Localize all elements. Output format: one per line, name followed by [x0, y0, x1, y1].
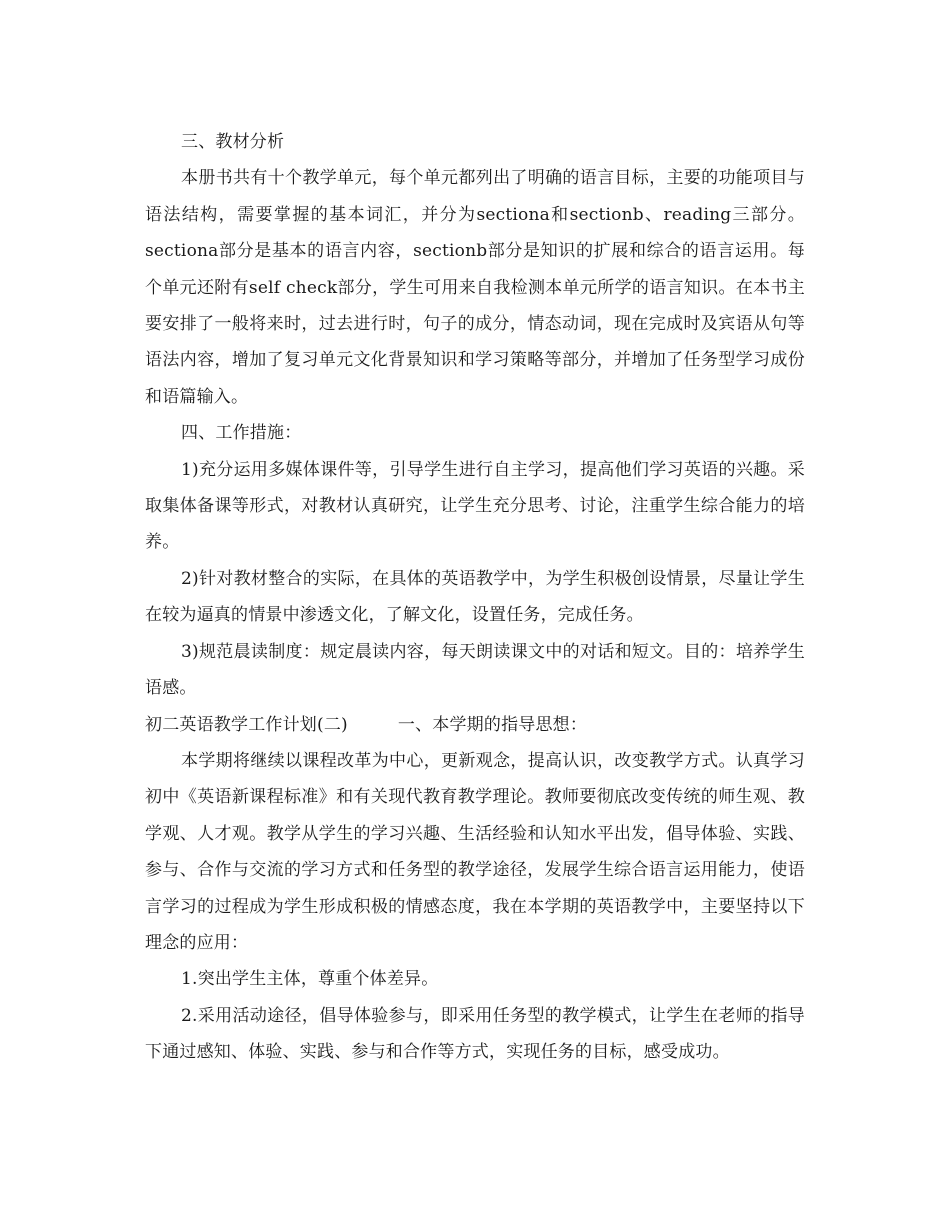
paragraph-measure-2: 2)针对教材整合的实际，在具体的英语教学中，为学生积极创设情景，尽量让学生在较为逼真的情景中渗透文化，了解文化，设置任务，完成任务。 [145, 568, 805, 626]
paragraph-principle-2: 2.采用活动途径，倡导体验参与，即采用任务型的教学模式，让学生在老师的指导下通过感知、体验、实践、参与和合作等方式，实现任务的目标，感受成功。 [145, 1005, 805, 1063]
paragraph-textbook-analysis: 本册书共有十个教学单元，每个单元都列出了明确的语言目标，主要的功能项目与语法结构，需要掌握的基本词汇，并分为sectiona和sectionb、reading三部分。sectiona部分是基本的语言内容，sectionb部分是知识的扩展和综合的语言运用。每个单元还附有self check部分，学生可用来自我检测本单元所学的语言知识。在本书主要安排了一般将来时，过去进行时，句子的成分，情态动词，现在完成时及宾语从句等语法内容，增加了复习单元文化背景知识和学习策略等部分，并增加了任务型学习成份和语篇输入。 [145, 168, 805, 407]
paragraph-measure-1: 1)充分运用多媒体课件等，引导学生进行自主学习，提高他们学习英语的兴趣。采取集体备课等形式，对教材认真研究，让学生充分思考、讨论，注重学生综合能力的培养。 [145, 459, 805, 553]
plan2-subheading: 一、本学期的指导思想： [397, 714, 588, 735]
paragraph-principle-1: 1.突出学生主体，尊重个体差异。 [181, 969, 439, 990]
paragraph-measure-3: 3)规范晨读制度：规定晨读内容，每天朗读课文中的对话和短文。目的：培养学生语感。 [145, 641, 805, 699]
plan2-title: 初二英语教学工作计划(二) [145, 714, 348, 735]
paragraph-guiding-ideas: 本学期将继续以课程改革为中心，更新观念，提高认识，改变教学方式。认真学习初中《英语新课程标准》和有关现代教育教学理论。教师要彻底改变传统的师生观、教学观、人才观。教学从学生的学习兴趣、生活经验和认知水平出发，倡导体验、实践、参与、合作与交流的学习方式和任务型的教学途径，发展学生综合语言运用能力，使语言学习的过程成为学生形成积极的情感态度，我在本学期的英语教学中，主要坚持以下理念的应用： [145, 750, 805, 953]
section-heading-work-measures: 四、工作措施： [181, 423, 302, 444]
document-body [145, 124, 805, 1071]
section-heading-textbook-analysis: 三、教材分析 [181, 132, 285, 152]
plan2-title-line [145, 707, 805, 743]
